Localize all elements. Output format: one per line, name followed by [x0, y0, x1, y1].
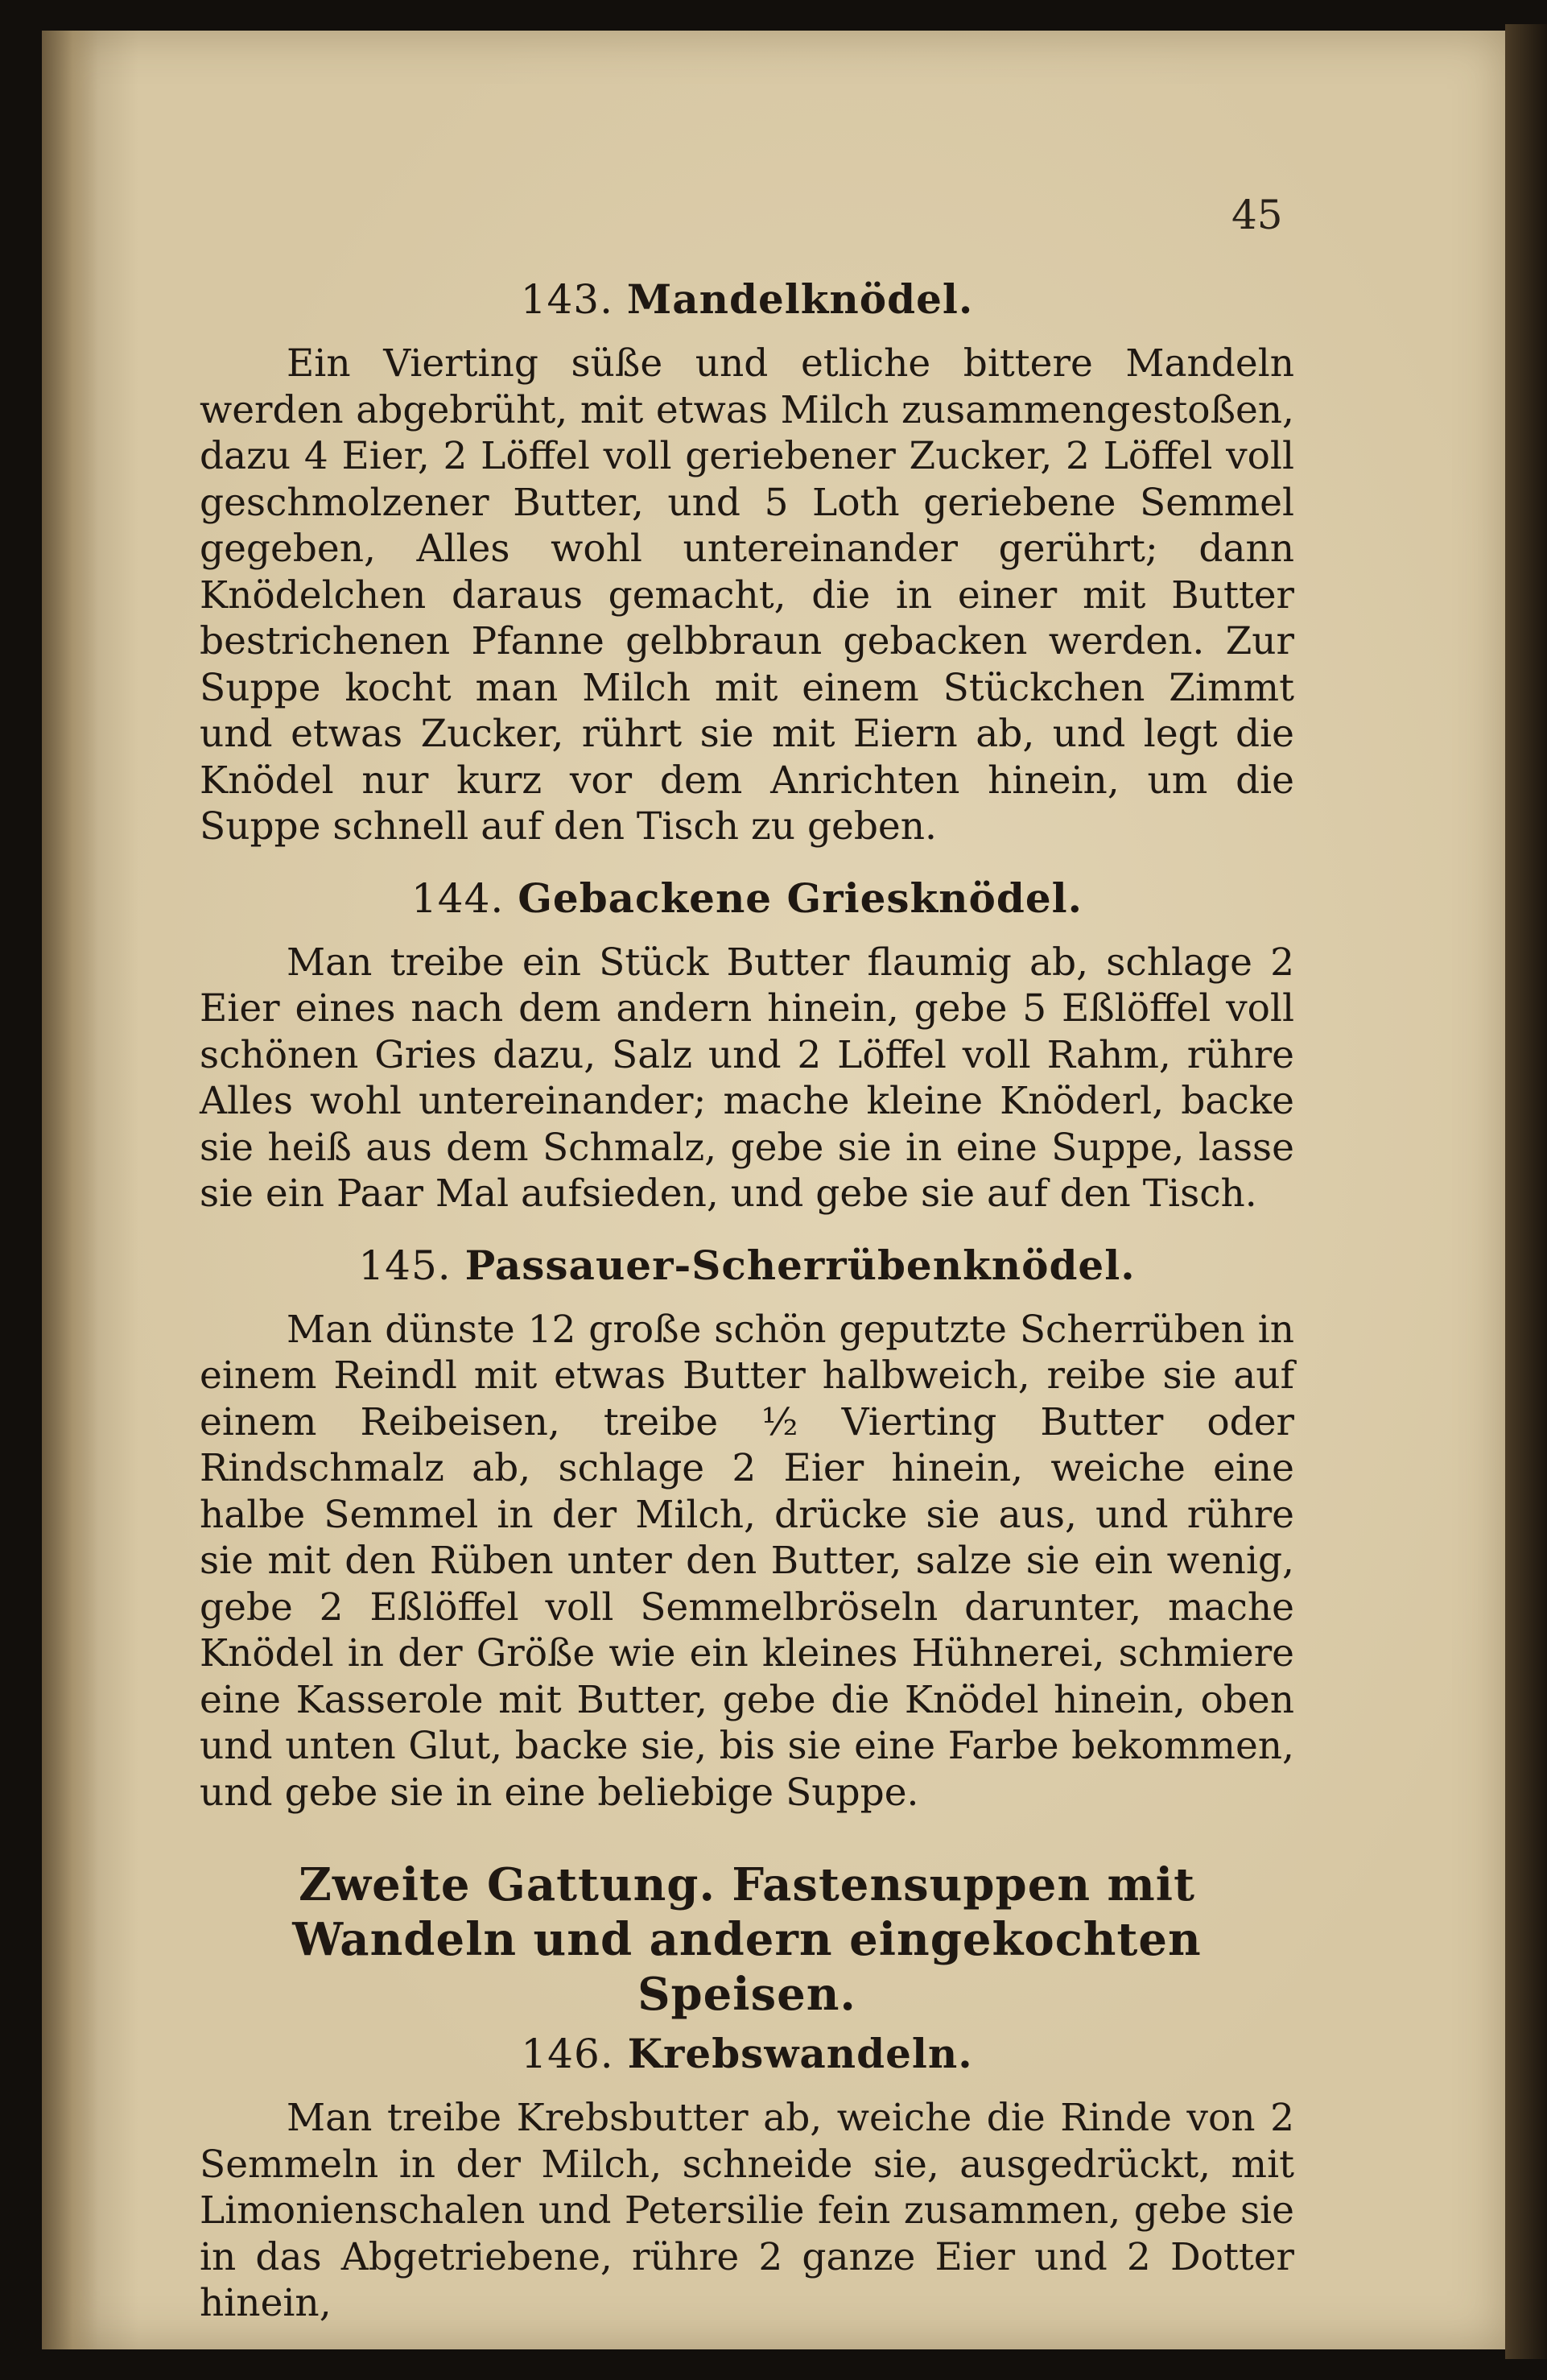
recipe-number: 146. — [521, 2031, 614, 2077]
page-gutter-shadow — [42, 31, 98, 2349]
page-edge — [1505, 24, 1547, 2359]
section-heading: Zweite Gattung. Fastensuppen mit Wandeln und andern eingekochten Speisen. — [292, 1858, 1202, 2021]
recipe-title-145 — [200, 1242, 1294, 1289]
page-content — [200, 185, 1294, 2327]
recipe-number: 144. — [410, 874, 505, 922]
recipe-text-146: Man treibe Krebsbutter ab, weiche die Rinde von 2 Semmeln in der Milch, schneide sie, ausgedrückt, mit Limonienschalen und Petersilie fein zusammen, gebe sie in das Abgetriebene, rühre 2 ganze Eier und 2 Dotter hinein, — [200, 2096, 1294, 2325]
recipe-name: Krebswandeln. — [627, 2030, 973, 2077]
recipe-text-144: Man treibe ein Stück Butter flaumig ab, schlage 2 Eier eines nach dem andern hinein, gebe 5 Eßlöffel voll schönen Gries dazu, Salz und 2 Löffel voll Rahm, rühre Alles wohl untereinander; mache kleine Knöderl, backe sie heiß aus dem Schmalz, gebe sie in eine Suppe, lasse sie ein Paar Mal aufsieden, und gebe sie auf den Tisch. — [200, 940, 1294, 1216]
page-number: 45 — [1231, 192, 1283, 238]
recipe-title-144 — [200, 874, 1294, 922]
recipe-name: Mandelknödel. — [626, 275, 974, 323]
recipe-name: Gebackene Griesknödel. — [518, 874, 1083, 922]
recipe-title-146 — [200, 2030, 1294, 2077]
recipe-text-145: Man dünste 12 große schön geputzte Scherrüben in einem Reindl mit etwas Butter halbweich, reibe sie auf einem Reibeisen, treibe ½ Vierting Butter oder Rindschmalz ab, schlage 2 Eier hinein, weiche eine halbe Semmel in der Milch, drücke sie aus, und rühre sie mit den Rüben unter den Butter, salze sie ein wenig, gebe 2 Eßlöffel voll Semmelbröseln darunter, mache Knödel in der Größe wie ein kleines Hühnerei, schmiere eine Kasserole mit Butter, gebe die Knödel hinein, oben und unten Glut, backe sie, bis sie eine Farbe bekommen, und gebe sie in eine beliebige Suppe. — [200, 1307, 1294, 1815]
recipe-name: Passauer-Scherrübenknödel. — [464, 1241, 1136, 1289]
recipe-title-143 — [200, 275, 1294, 323]
recipe-text-143: Ein Vierting süße und etliche bittere Mandeln werden abgebrüht, mit etwas Milch zusammengestoßen, dazu 4 Eier, 2 Löffel voll geriebener Zucker, 2 Löffel voll geschmolzener Butter, und 5 Loth geriebene Semmel gegeben, Alles wohl untereinander gerührt; dann Knödelchen daraus gemacht, die in einer mit Butter bestrichenen Pfanne gelbbraun gebacken werden. Zur Suppe kocht man Milch mit einem Stückchen Zimmt und etwas Zucker, rührt sie mit Eiern ab, und legt die Knödel nur kurz vor dem Anrichten hinein, um die Suppe schnell auf den Tisch zu geben. — [200, 341, 1294, 849]
recipe-number: 143. — [520, 276, 614, 323]
recipe-number: 145. — [358, 1242, 452, 1289]
